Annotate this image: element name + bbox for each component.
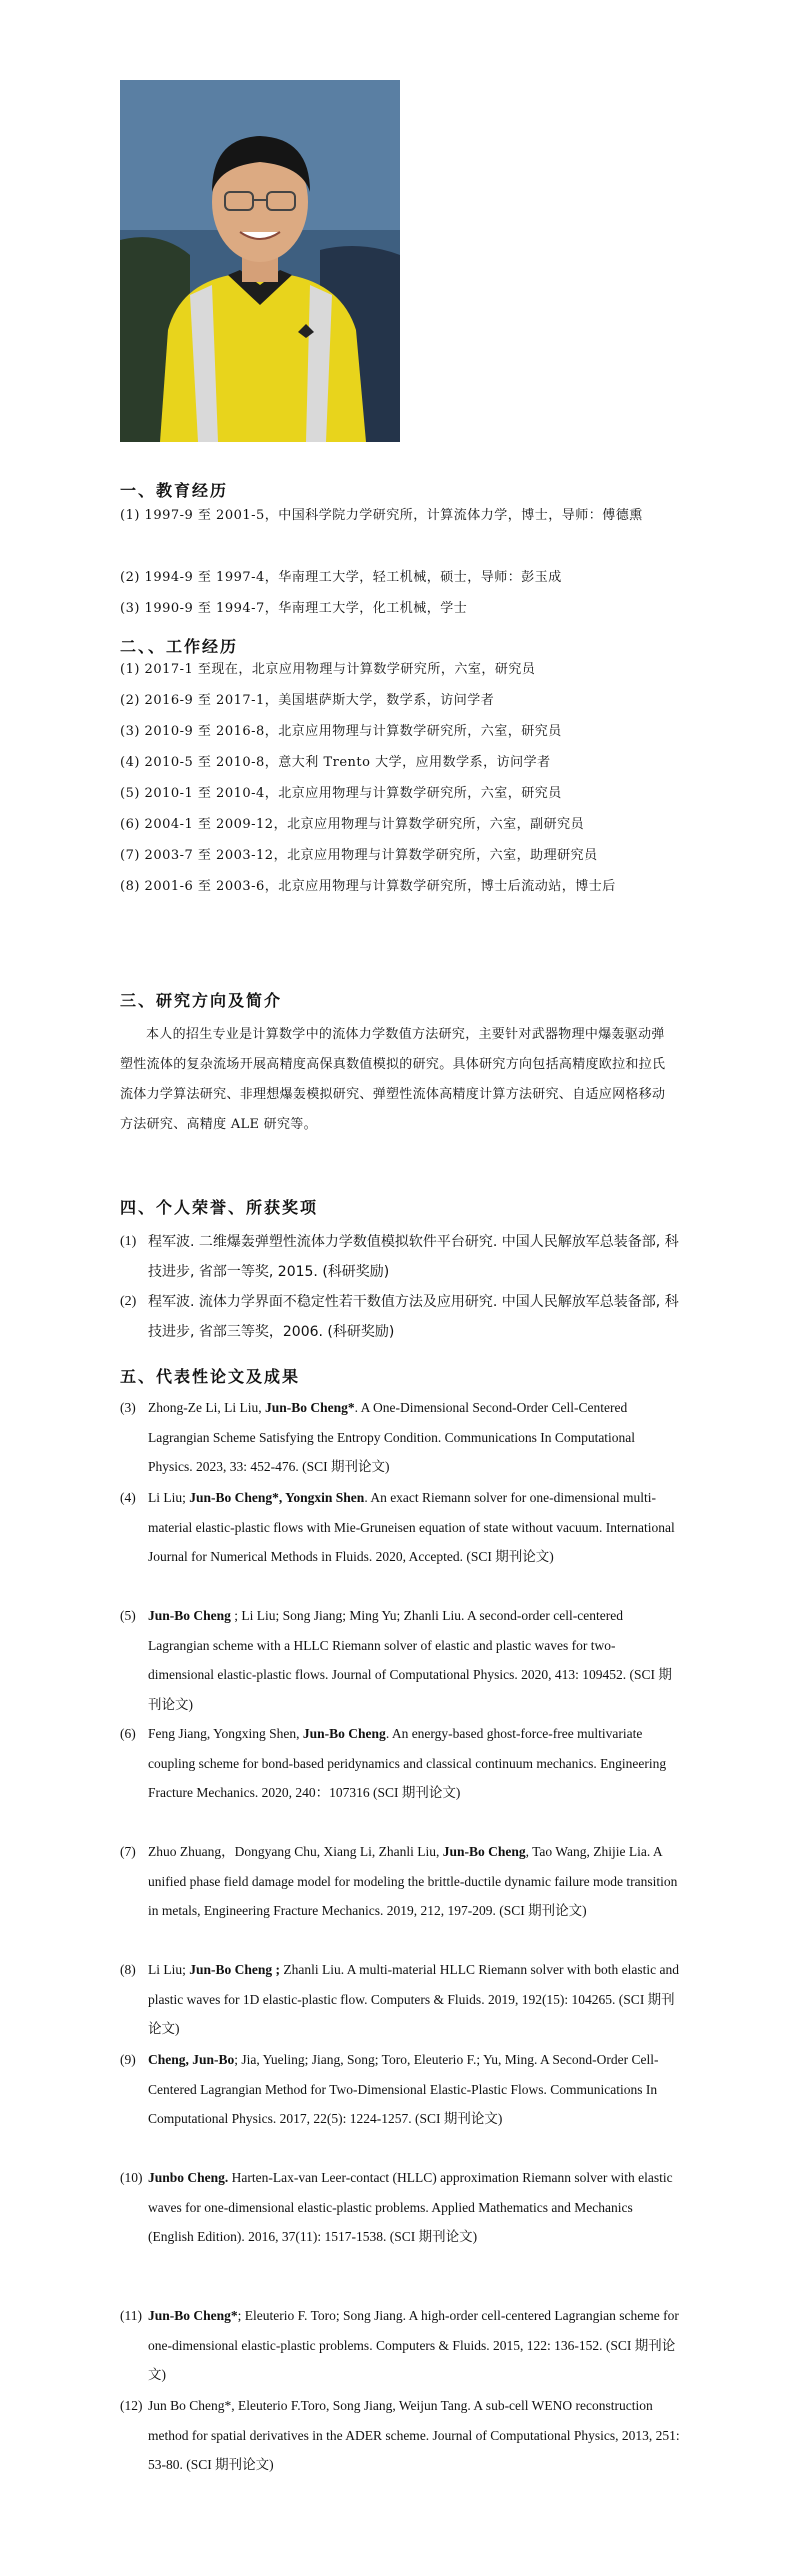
paper-author-highlight: Jun-Bo Cheng*, Yongxin Shen xyxy=(189,1490,365,1505)
work-heading: 二、、工作经历 xyxy=(120,637,239,656)
paper-item xyxy=(120,1719,680,1808)
paper-number: (4) xyxy=(120,1490,136,1505)
paper-author-highlight: Jun-Bo Cheng* xyxy=(264,1400,355,1415)
paper-author-highlight: Jun-Bo Cheng ; xyxy=(189,1962,281,1977)
education-heading: 一、教育经历 xyxy=(120,481,229,500)
paper-details: Zhanli Liu. A multi-material HLLC Riemann solver with both elastic and plastic waves for 1D elastic-plastic flow. Computers & Fluids. 2019, 192(15): 104265. (SCI 期刊论文) xyxy=(148,1962,679,2036)
paper-details: . An energy-based ghost-force-free multivariate coupling scheme for bond-based peridynamics and classical continuum mechanics. Engineering Fracture Mechanics. 2020, 240：107316 (SCI 期刊论文) xyxy=(148,1726,667,1800)
award-item xyxy=(120,1227,680,1287)
research-paragraph: 本人的招生专业是计算数学中的流体力学数值方法研究，主要针对武器物理中爆轰驱动弹塑性流体的复杂流场开展高精度高保真数值模拟的研究。具体研究方向包括高精度欧拉和拉氏流体力学算法研究、非理想爆轰模拟研究、弹塑性流体高精度计算方法研究、自适应网格移动方法研究、高精度 ALE 研究等。 xyxy=(120,1027,666,1132)
paper-author-highlight: Jun-Bo Cheng xyxy=(148,1608,231,1623)
paper-number: (9) xyxy=(120,2052,136,2067)
paper-item xyxy=(120,1601,680,1719)
paper-author-highlight: Jun-Bo Cheng xyxy=(302,1726,386,1741)
award-text: 程军波. 二维爆轰弹塑性流体力学数值模拟软件平台研究. 中国人民解放军总装备部, 科技进步, 省部一等奖, 2015. (科研奖励) xyxy=(148,1234,679,1280)
work-item: (2) 2016-9 至 2017-1，美国堪萨斯大学，数学系，访问学者 xyxy=(120,693,495,708)
education-item: (1) 1997-9 至 2001-5，中国科学院力学研究所，计算流体力学，博士，导师：傅德熏 xyxy=(120,508,643,523)
paper-item xyxy=(120,2045,680,2134)
work-item: (6) 2004-1 至 2009-12，北京应用物理与计算数学研究所，六室，副研究员 xyxy=(120,817,585,832)
work-item: (1) 2017-1 至现在，北京应用物理与计算数学研究所，六室，研究员 xyxy=(120,662,536,677)
paper-item xyxy=(120,1837,680,1926)
paper-item xyxy=(120,2301,680,2390)
work-item: (8) 2001-6 至 2003-6，北京应用物理与计算数学研究所，博士后流动站，博士后 xyxy=(120,879,616,894)
award-text: 程军波. 流体力学界面不稳定性若干数值方法及应用研究. 中国人民解放军总装备部, 科技进步, 省部三等奖，2006. (科研奖励) xyxy=(148,1294,679,1340)
paper-author-highlight: Jun-Bo Cheng xyxy=(442,1844,526,1859)
paper-item xyxy=(120,2163,680,2252)
education-item: (2) 1994-9 至 1997-4，华南理工大学，轻工机械，硕士，导师：彭玉成 xyxy=(120,570,562,585)
paper-details: , Tao Wang, Zhijie Lia. A unified phase field damage model for modeling the brittle-ductile dynamic failure mode transition in metals, Engineering Fracture Mechanics. 2019, 212, 197-209. (SCI 期刊论文) xyxy=(148,1844,678,1918)
paper-details: . An exact Riemann solver for one-dimensional multi-material elastic-plastic flows with Mie-Gruneisen equation of state without vacuum. International Journal for Numerical Methods in Fluids. 2020, Accepted. (SCI 期刊论文) xyxy=(148,1490,675,1564)
education-item: (3) 1990-9 至 1994-7，华南理工大学，化工机械，学士 xyxy=(120,601,468,616)
paper-item xyxy=(120,2391,680,2480)
work-item: (7) 2003-7 至 2003-12，北京应用物理与计算数学研究所，六室，助理研究员 xyxy=(120,848,598,863)
paper-authors: Li Liu; xyxy=(148,1962,190,1977)
paper-details: Harten-Lax-van Leer-contact (HLLC) approximation Riemann solver with elastic waves for one-dimensional elastic-plastic problems. Applied Mathematics and Mechanics (English Edition). 2016, 37(11): 1517-1538. (SCI 期刊论文) xyxy=(148,2170,673,2244)
paper-authors: Zhong-Ze Li, Li Liu, xyxy=(148,1400,265,1415)
paper-author-highlight: Jun-Bo Cheng* xyxy=(148,2308,238,2323)
paper-number: (12) xyxy=(120,2398,143,2413)
paper-details: . A One-Dimensional Second-Order Cell-Centered Lagrangian Scheme Satisfying the Entropy Condition. Communications In Computational Physics. 2023, 33: 452-476. (SCI 期刊论文) xyxy=(148,1400,636,1474)
paper-item xyxy=(120,1955,680,2044)
work-item: (4) 2010-5 至 2010-8，意大利 Trento 大学，应用数学系，访问学者 xyxy=(120,755,551,770)
paper-number: (10) xyxy=(120,2170,143,2185)
award-number: (1) xyxy=(120,1234,137,1249)
paper-authors: Feng Jiang, Yongxing Shen, xyxy=(148,1726,303,1741)
paper-details: ; Eleuterio F. Toro; Song Jiang. A high-order cell-centered Lagrangian scheme for one-dimensional elastic-plastic problems. Computers & Fluids. 2015, 122: 136-152. (SCI 期刊论文) xyxy=(148,2308,679,2382)
paper-item xyxy=(120,1393,680,1482)
paper-author-highlight: Cheng, Jun-Bo xyxy=(148,2052,235,2067)
paper-details: ; Jia, Yueling; Jiang, Song; Toro, Eleuterio F.; Yu, Ming. A Second-Order Cell-Centered Lagrangian Method for Two-Dimensional Elastic-Plastic Flows. Communications In Computational Physics. 2017, 22(5): 1224-1257. (SCI 期刊论文) xyxy=(148,2052,659,2126)
paper-number: (7) xyxy=(120,1844,136,1859)
research-heading: 三、研究方向及简介 xyxy=(120,991,283,1010)
papers-heading: 五、代表性论文及成果 xyxy=(120,1367,301,1386)
paper-authors: Li Liu; xyxy=(148,1490,190,1505)
work-item: (5) 2010-1 至 2010-4，北京应用物理与计算数学研究所，六室，研究员 xyxy=(120,786,562,801)
portrait-photo xyxy=(120,80,400,442)
paper-number: (6) xyxy=(120,1726,136,1741)
paper-number: (3) xyxy=(120,1400,136,1415)
paper-details: (SCI 期刊论文) xyxy=(182,2457,274,2472)
paper-authors: Zhuo Zhuang，Dongyang Chu, Xiang Li, Zhanli Liu, xyxy=(148,1844,443,1859)
paper-number: (5) xyxy=(120,1608,136,1623)
paper-details: ; Li Liu; Song Jiang; Ming Yu; Zhanli Liu. A second-order cell-centered Lagrangian scheme with a HLLC Riemann solver of elastic and plastic waves for two-dimensional elastic-plastic flows. Journal of Computational Physics. 2020, 413: 109452. (SCI 期刊论文) xyxy=(148,1608,672,1712)
paper-number: (8) xyxy=(120,1962,136,1977)
paper-authors: Jun Bo Cheng*, Eleuterio F.Toro, Song Jiang, Weijun Tang. A sub-cell WENO reconstruction method for spatial derivatives in the ADER scheme. Journal of Computational Physics, 2013, 251: 53-80. xyxy=(148,2398,680,2472)
paper-author-highlight: Junbo Cheng. xyxy=(148,2170,229,2185)
award-item xyxy=(120,1287,680,1347)
award-number: (2) xyxy=(120,1294,137,1309)
work-item: (3) 2010-9 至 2016-8，北京应用物理与计算数学研究所，六室，研究员 xyxy=(120,724,562,739)
paper-number: (11) xyxy=(120,2308,142,2323)
awards-heading: 四、个人荣誉、所获奖项 xyxy=(120,1198,319,1217)
paper-item xyxy=(120,1483,680,1572)
